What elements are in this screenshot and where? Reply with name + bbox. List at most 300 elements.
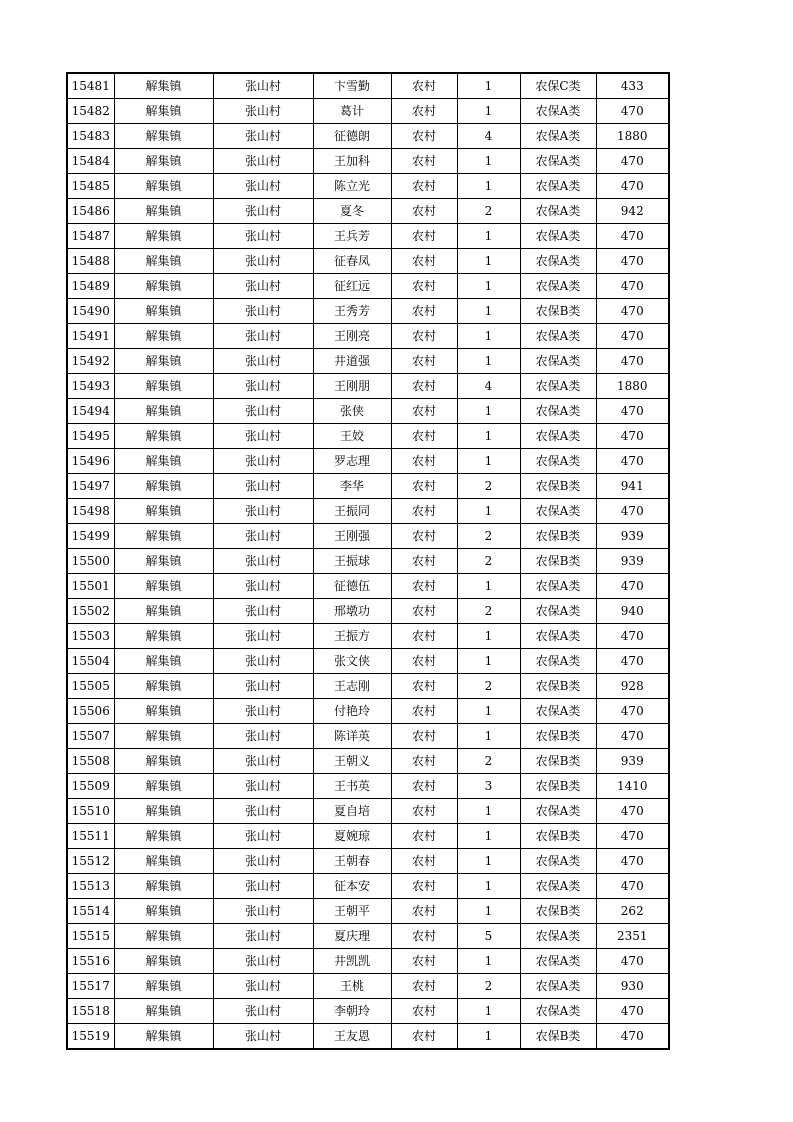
category-cell: 农保B类 xyxy=(520,549,596,574)
serial-number-cell: 15488 xyxy=(67,249,114,274)
amount-cell: 470 xyxy=(596,174,669,199)
amount-cell: 2351 xyxy=(596,924,669,949)
table-row xyxy=(67,974,669,999)
area-type-cell: 农村 xyxy=(391,499,457,524)
household-count-cell: 1 xyxy=(457,299,520,324)
area-type-cell: 农村 xyxy=(391,1024,457,1050)
area-type-cell: 农村 xyxy=(391,749,457,774)
serial-number-cell: 15493 xyxy=(67,374,114,399)
village-cell: 张山村 xyxy=(213,99,313,124)
village-cell: 张山村 xyxy=(213,624,313,649)
area-type-cell: 农村 xyxy=(391,799,457,824)
serial-number-cell: 15483 xyxy=(67,124,114,149)
amount-cell: 941 xyxy=(596,474,669,499)
area-type-cell: 农村 xyxy=(391,974,457,999)
category-cell: 农保A类 xyxy=(520,849,596,874)
amount-cell: 470 xyxy=(596,349,669,374)
amount-cell: 928 xyxy=(596,674,669,699)
household-count-cell: 2 xyxy=(457,549,520,574)
table-row xyxy=(67,824,669,849)
area-type-cell: 农村 xyxy=(391,924,457,949)
amount-cell: 470 xyxy=(596,274,669,299)
area-type-cell: 农村 xyxy=(391,824,457,849)
table-row xyxy=(67,699,669,724)
table-row xyxy=(67,724,669,749)
table-row xyxy=(67,849,669,874)
household-count-cell: 1 xyxy=(457,949,520,974)
category-cell: 农保A类 xyxy=(520,199,596,224)
village-cell: 张山村 xyxy=(213,499,313,524)
amount-cell: 470 xyxy=(596,149,669,174)
village-cell: 张山村 xyxy=(213,449,313,474)
area-type-cell: 农村 xyxy=(391,324,457,349)
name-cell: 井凯凯 xyxy=(313,949,391,974)
table-row xyxy=(67,1024,669,1050)
category-cell: 农保A类 xyxy=(520,799,596,824)
town-cell: 解集镇 xyxy=(114,574,213,599)
table-row xyxy=(67,449,669,474)
household-count-cell: 1 xyxy=(457,724,520,749)
household-count-cell: 2 xyxy=(457,974,520,999)
name-cell: 王振方 xyxy=(313,624,391,649)
table-row xyxy=(67,649,669,674)
name-cell: 征春凤 xyxy=(313,249,391,274)
amount-cell: 470 xyxy=(596,574,669,599)
village-cell: 张山村 xyxy=(213,924,313,949)
serial-number-cell: 15499 xyxy=(67,524,114,549)
table-row xyxy=(67,99,669,124)
category-cell: 农保B类 xyxy=(520,474,596,499)
area-type-cell: 农村 xyxy=(391,199,457,224)
category-cell: 农保C类 xyxy=(520,73,596,99)
category-cell: 农保B类 xyxy=(520,674,596,699)
amount-cell: 470 xyxy=(596,824,669,849)
household-count-cell: 1 xyxy=(457,874,520,899)
village-cell: 张山村 xyxy=(213,399,313,424)
serial-number-cell: 15504 xyxy=(67,649,114,674)
table-row xyxy=(67,499,669,524)
village-cell: 张山村 xyxy=(213,674,313,699)
household-count-cell: 1 xyxy=(457,449,520,474)
table-row xyxy=(67,149,669,174)
category-cell: 农保B类 xyxy=(520,899,596,924)
household-count-cell: 1 xyxy=(457,574,520,599)
category-cell: 农保A类 xyxy=(520,274,596,299)
name-cell: 李华 xyxy=(313,474,391,499)
category-cell: 农保B类 xyxy=(520,749,596,774)
town-cell: 解集镇 xyxy=(114,674,213,699)
category-cell: 农保A类 xyxy=(520,99,596,124)
town-cell: 解集镇 xyxy=(114,374,213,399)
household-count-cell: 1 xyxy=(457,174,520,199)
category-cell: 农保A类 xyxy=(520,974,596,999)
area-type-cell: 农村 xyxy=(391,599,457,624)
category-cell: 农保A类 xyxy=(520,149,596,174)
table-row xyxy=(67,799,669,824)
table-row xyxy=(67,199,669,224)
category-cell: 农保B类 xyxy=(520,524,596,549)
serial-number-cell: 15515 xyxy=(67,924,114,949)
serial-number-cell: 15497 xyxy=(67,474,114,499)
name-cell: 陈详英 xyxy=(313,724,391,749)
name-cell: 王桃 xyxy=(313,974,391,999)
town-cell: 解集镇 xyxy=(114,474,213,499)
village-cell: 张山村 xyxy=(213,574,313,599)
area-type-cell: 农村 xyxy=(391,674,457,699)
household-count-cell: 1 xyxy=(457,399,520,424)
town-cell: 解集镇 xyxy=(114,799,213,824)
category-cell: 农保B类 xyxy=(520,299,596,324)
household-count-cell: 1 xyxy=(457,1024,520,1050)
village-cell: 张山村 xyxy=(213,549,313,574)
serial-number-cell: 15487 xyxy=(67,224,114,249)
name-cell: 夏冬 xyxy=(313,199,391,224)
table-row xyxy=(67,274,669,299)
table-row xyxy=(67,599,669,624)
town-cell: 解集镇 xyxy=(114,974,213,999)
town-cell: 解集镇 xyxy=(114,324,213,349)
household-count-cell: 1 xyxy=(457,999,520,1024)
area-type-cell: 农村 xyxy=(391,374,457,399)
area-type-cell: 农村 xyxy=(391,574,457,599)
household-count-cell: 1 xyxy=(457,224,520,249)
household-count-cell: 2 xyxy=(457,599,520,624)
category-cell: 农保B类 xyxy=(520,724,596,749)
village-cell: 张山村 xyxy=(213,649,313,674)
household-count-cell: 1 xyxy=(457,499,520,524)
serial-number-cell: 15491 xyxy=(67,324,114,349)
amount-cell: 1410 xyxy=(596,774,669,799)
town-cell: 解集镇 xyxy=(114,274,213,299)
amount-cell: 470 xyxy=(596,224,669,249)
amount-cell: 470 xyxy=(596,324,669,349)
amount-cell: 470 xyxy=(596,699,669,724)
village-cell: 张山村 xyxy=(213,824,313,849)
name-cell: 征红远 xyxy=(313,274,391,299)
village-cell: 张山村 xyxy=(213,599,313,624)
name-cell: 付艳玲 xyxy=(313,699,391,724)
amount-cell: 470 xyxy=(596,499,669,524)
name-cell: 王刚亮 xyxy=(313,324,391,349)
table-row xyxy=(67,73,669,99)
table-row xyxy=(67,224,669,249)
town-cell: 解集镇 xyxy=(114,399,213,424)
category-cell: 农保B类 xyxy=(520,774,596,799)
name-cell: 王振同 xyxy=(313,499,391,524)
village-cell: 张山村 xyxy=(213,374,313,399)
village-cell: 张山村 xyxy=(213,73,313,99)
village-cell: 张山村 xyxy=(213,1024,313,1050)
amount-cell: 470 xyxy=(596,799,669,824)
amount-cell: 470 xyxy=(596,249,669,274)
town-cell: 解集镇 xyxy=(114,149,213,174)
category-cell: 农保A类 xyxy=(520,999,596,1024)
category-cell: 农保A类 xyxy=(520,699,596,724)
town-cell: 解集镇 xyxy=(114,774,213,799)
amount-cell: 940 xyxy=(596,599,669,624)
household-count-cell: 2 xyxy=(457,524,520,549)
village-cell: 张山村 xyxy=(213,299,313,324)
household-count-cell: 2 xyxy=(457,199,520,224)
area-type-cell: 农村 xyxy=(391,524,457,549)
village-cell: 张山村 xyxy=(213,249,313,274)
table-row xyxy=(67,549,669,574)
name-cell: 王姣 xyxy=(313,424,391,449)
serial-number-cell: 15517 xyxy=(67,974,114,999)
town-cell: 解集镇 xyxy=(114,1024,213,1050)
town-cell: 解集镇 xyxy=(114,349,213,374)
amount-cell: 470 xyxy=(596,424,669,449)
town-cell: 解集镇 xyxy=(114,699,213,724)
table-row xyxy=(67,924,669,949)
household-count-cell: 1 xyxy=(457,274,520,299)
amount-cell: 470 xyxy=(596,624,669,649)
village-cell: 张山村 xyxy=(213,324,313,349)
area-type-cell: 农村 xyxy=(391,224,457,249)
area-type-cell: 农村 xyxy=(391,174,457,199)
name-cell: 王兵芳 xyxy=(313,224,391,249)
household-count-cell: 1 xyxy=(457,249,520,274)
name-cell: 王加科 xyxy=(313,149,391,174)
household-count-cell: 1 xyxy=(457,349,520,374)
category-cell: 农保A类 xyxy=(520,349,596,374)
category-cell: 农保A类 xyxy=(520,574,596,599)
category-cell: 农保A类 xyxy=(520,424,596,449)
category-cell: 农保B类 xyxy=(520,824,596,849)
serial-number-cell: 15500 xyxy=(67,549,114,574)
table-row xyxy=(67,774,669,799)
village-cell: 张山村 xyxy=(213,874,313,899)
household-count-cell: 5 xyxy=(457,924,520,949)
amount-cell: 470 xyxy=(596,1024,669,1050)
serial-number-cell: 15505 xyxy=(67,674,114,699)
town-cell: 解集镇 xyxy=(114,524,213,549)
name-cell: 井道强 xyxy=(313,349,391,374)
table-row xyxy=(67,349,669,374)
name-cell: 张文侠 xyxy=(313,649,391,674)
name-cell: 王书英 xyxy=(313,774,391,799)
category-cell: 农保A类 xyxy=(520,124,596,149)
household-count-cell: 4 xyxy=(457,124,520,149)
category-cell: 农保A类 xyxy=(520,374,596,399)
serial-number-cell: 15485 xyxy=(67,174,114,199)
amount-cell: 470 xyxy=(596,849,669,874)
serial-number-cell: 15486 xyxy=(67,199,114,224)
amount-cell: 939 xyxy=(596,549,669,574)
household-count-cell: 2 xyxy=(457,674,520,699)
household-count-cell: 1 xyxy=(457,824,520,849)
table-row xyxy=(67,874,669,899)
table-row xyxy=(67,374,669,399)
area-type-cell: 农村 xyxy=(391,849,457,874)
area-type-cell: 农村 xyxy=(391,999,457,1024)
town-cell: 解集镇 xyxy=(114,549,213,574)
table-row xyxy=(67,524,669,549)
amount-cell: 470 xyxy=(596,399,669,424)
serial-number-cell: 15510 xyxy=(67,799,114,824)
town-cell: 解集镇 xyxy=(114,424,213,449)
name-cell: 葛计 xyxy=(313,99,391,124)
town-cell: 解集镇 xyxy=(114,249,213,274)
name-cell: 李朝玲 xyxy=(313,999,391,1024)
name-cell: 王振球 xyxy=(313,549,391,574)
amount-cell: 470 xyxy=(596,999,669,1024)
serial-number-cell: 15506 xyxy=(67,699,114,724)
village-cell: 张山村 xyxy=(213,524,313,549)
village-cell: 张山村 xyxy=(213,974,313,999)
name-cell: 罗志理 xyxy=(313,449,391,474)
town-cell: 解集镇 xyxy=(114,924,213,949)
serial-number-cell: 15516 xyxy=(67,949,114,974)
category-cell: 农保A类 xyxy=(520,399,596,424)
name-cell: 张侠 xyxy=(313,399,391,424)
category-cell: 农保B类 xyxy=(520,1024,596,1050)
town-cell: 解集镇 xyxy=(114,99,213,124)
serial-number-cell: 15513 xyxy=(67,874,114,899)
household-count-cell: 1 xyxy=(457,649,520,674)
name-cell: 夏自培 xyxy=(313,799,391,824)
town-cell: 解集镇 xyxy=(114,599,213,624)
amount-cell: 470 xyxy=(596,874,669,899)
name-cell: 夏庆理 xyxy=(313,924,391,949)
amount-cell: 262 xyxy=(596,899,669,924)
area-type-cell: 农村 xyxy=(391,774,457,799)
town-cell: 解集镇 xyxy=(114,999,213,1024)
household-count-cell: 1 xyxy=(457,99,520,124)
village-cell: 张山村 xyxy=(213,474,313,499)
household-count-cell: 1 xyxy=(457,424,520,449)
town-cell: 解集镇 xyxy=(114,824,213,849)
serial-number-cell: 15511 xyxy=(67,824,114,849)
data-table xyxy=(66,72,670,1050)
household-count-cell: 1 xyxy=(457,849,520,874)
amount-cell: 470 xyxy=(596,299,669,324)
town-cell: 解集镇 xyxy=(114,224,213,249)
name-cell: 王朝春 xyxy=(313,849,391,874)
category-cell: 农保A类 xyxy=(520,449,596,474)
household-count-cell: 3 xyxy=(457,774,520,799)
name-cell: 王友恩 xyxy=(313,1024,391,1050)
amount-cell: 1880 xyxy=(596,374,669,399)
area-type-cell: 农村 xyxy=(391,99,457,124)
table-row xyxy=(67,749,669,774)
category-cell: 农保A类 xyxy=(520,224,596,249)
village-cell: 张山村 xyxy=(213,149,313,174)
area-type-cell: 农村 xyxy=(391,699,457,724)
table-row xyxy=(67,174,669,199)
amount-cell: 939 xyxy=(596,749,669,774)
name-cell: 卞雪勤 xyxy=(313,73,391,99)
category-cell: 农保A类 xyxy=(520,874,596,899)
town-cell: 解集镇 xyxy=(114,899,213,924)
amount-cell: 470 xyxy=(596,449,669,474)
area-type-cell: 农村 xyxy=(391,124,457,149)
village-cell: 张山村 xyxy=(213,724,313,749)
table-row xyxy=(67,624,669,649)
area-type-cell: 农村 xyxy=(391,299,457,324)
table-row xyxy=(67,299,669,324)
table-row xyxy=(67,899,669,924)
serial-number-cell: 15501 xyxy=(67,574,114,599)
name-cell: 王刚朋 xyxy=(313,374,391,399)
category-cell: 农保A类 xyxy=(520,949,596,974)
table-body xyxy=(67,73,669,1049)
table-row xyxy=(67,424,669,449)
town-cell: 解集镇 xyxy=(114,299,213,324)
village-cell: 张山村 xyxy=(213,949,313,974)
town-cell: 解集镇 xyxy=(114,499,213,524)
household-count-cell: 1 xyxy=(457,624,520,649)
area-type-cell: 农村 xyxy=(391,449,457,474)
serial-number-cell: 15495 xyxy=(67,424,114,449)
amount-cell: 930 xyxy=(596,974,669,999)
table-row xyxy=(67,949,669,974)
household-count-cell: 4 xyxy=(457,374,520,399)
village-cell: 张山村 xyxy=(213,174,313,199)
town-cell: 解集镇 xyxy=(114,124,213,149)
household-count-cell: 2 xyxy=(457,749,520,774)
amount-cell: 470 xyxy=(596,724,669,749)
village-cell: 张山村 xyxy=(213,699,313,724)
category-cell: 农保A类 xyxy=(520,599,596,624)
serial-number-cell: 15512 xyxy=(67,849,114,874)
area-type-cell: 农村 xyxy=(391,349,457,374)
amount-cell: 470 xyxy=(596,99,669,124)
area-type-cell: 农村 xyxy=(391,424,457,449)
village-cell: 张山村 xyxy=(213,799,313,824)
name-cell: 王朝义 xyxy=(313,749,391,774)
village-cell: 张山村 xyxy=(213,999,313,1024)
area-type-cell: 农村 xyxy=(391,249,457,274)
name-cell: 王秀芳 xyxy=(313,299,391,324)
table-row xyxy=(67,474,669,499)
village-cell: 张山村 xyxy=(213,424,313,449)
serial-number-cell: 15490 xyxy=(67,299,114,324)
table-row xyxy=(67,249,669,274)
area-type-cell: 农村 xyxy=(391,149,457,174)
household-count-cell: 1 xyxy=(457,699,520,724)
area-type-cell: 农村 xyxy=(391,649,457,674)
town-cell: 解集镇 xyxy=(114,449,213,474)
area-type-cell: 农村 xyxy=(391,399,457,424)
village-cell: 张山村 xyxy=(213,899,313,924)
village-cell: 张山村 xyxy=(213,749,313,774)
amount-cell: 939 xyxy=(596,524,669,549)
name-cell: 陈立光 xyxy=(313,174,391,199)
category-cell: 农保A类 xyxy=(520,324,596,349)
category-cell: 农保A类 xyxy=(520,249,596,274)
town-cell: 解集镇 xyxy=(114,199,213,224)
table-row xyxy=(67,674,669,699)
town-cell: 解集镇 xyxy=(114,949,213,974)
town-cell: 解集镇 xyxy=(114,649,213,674)
household-count-cell: 1 xyxy=(457,324,520,349)
category-cell: 农保A类 xyxy=(520,174,596,199)
name-cell: 征德伍 xyxy=(313,574,391,599)
area-type-cell: 农村 xyxy=(391,274,457,299)
category-cell: 农保A类 xyxy=(520,624,596,649)
area-type-cell: 农村 xyxy=(391,474,457,499)
name-cell: 夏婉琼 xyxy=(313,824,391,849)
area-type-cell: 农村 xyxy=(391,549,457,574)
serial-number-cell: 15484 xyxy=(67,149,114,174)
name-cell: 王志刚 xyxy=(313,674,391,699)
serial-number-cell: 15498 xyxy=(67,499,114,524)
serial-number-cell: 15514 xyxy=(67,899,114,924)
serial-number-cell: 15509 xyxy=(67,774,114,799)
serial-number-cell: 15503 xyxy=(67,624,114,649)
category-cell: 农保A类 xyxy=(520,924,596,949)
